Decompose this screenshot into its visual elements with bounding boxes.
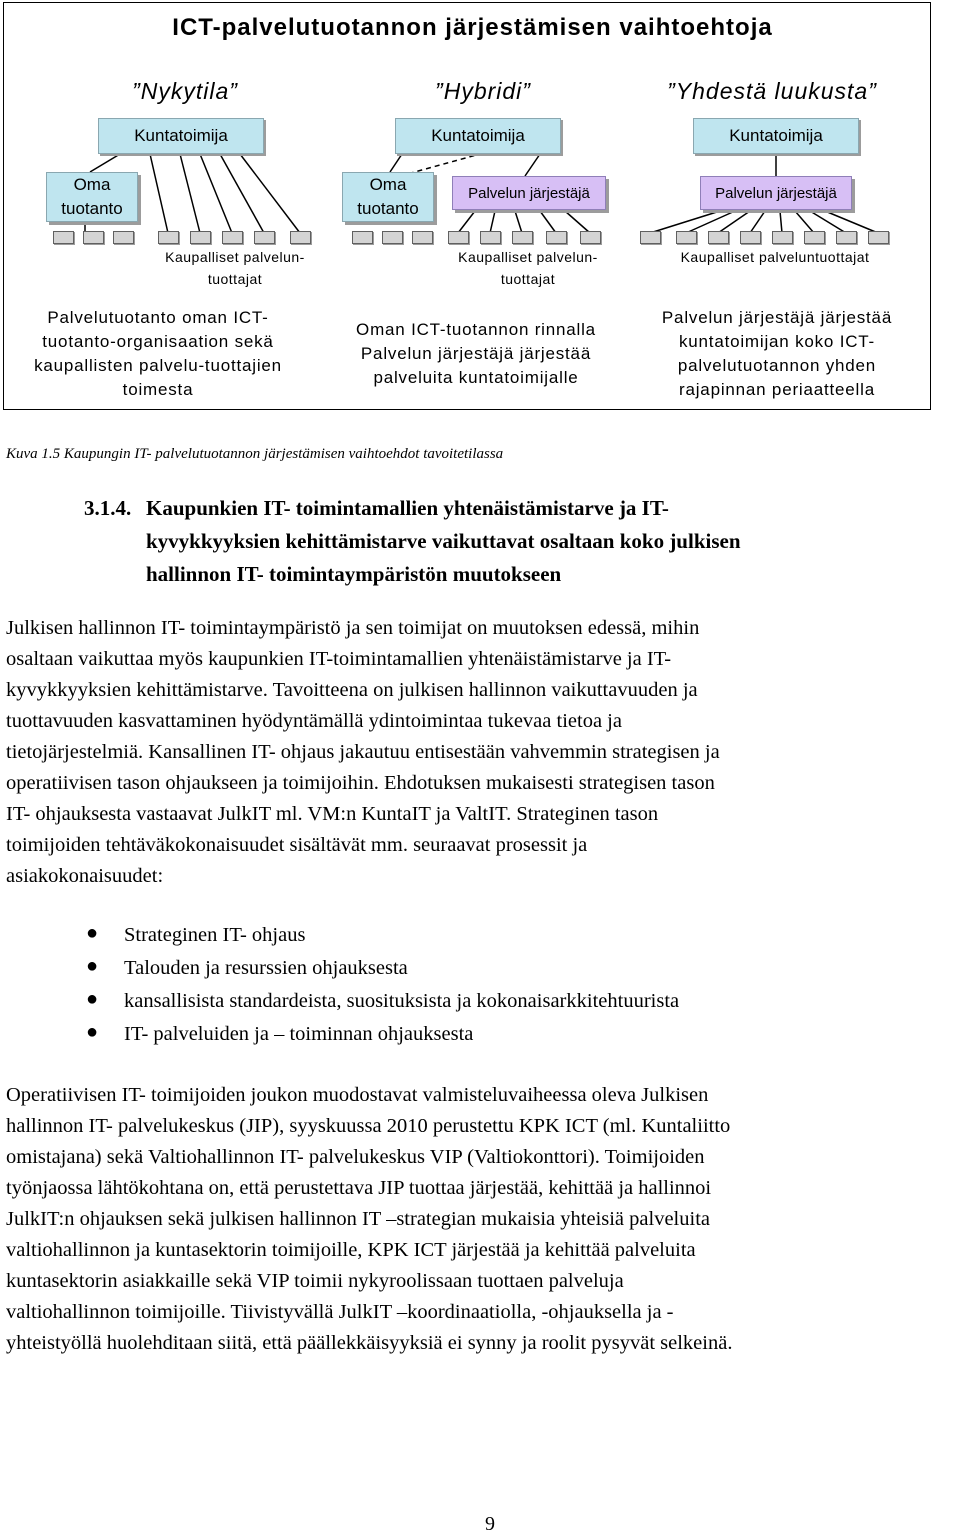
provider-square bbox=[546, 231, 567, 244]
provider-square bbox=[836, 231, 857, 244]
kuntatoimija-box-3: Kuntatoimija bbox=[693, 118, 859, 154]
text-line: IT- ohjauksesta vastaavat JulkIT ml. VM:n KuntaIT ja ValtIT. Strateginen tason bbox=[6, 803, 659, 825]
text-line: tuottavuuden kasvattaminen hyödyntämällä ydintoimintaa tukevaa tietoa ja bbox=[6, 710, 622, 732]
provider-square bbox=[222, 231, 243, 244]
bullet-text: kansallisista standardeista, suosituksista ja kokonaisarkkitehtuurista bbox=[124, 990, 680, 1012]
provider-square bbox=[53, 231, 74, 244]
bullet-icon: ● bbox=[86, 1021, 99, 1043]
text-line: osaltaan vaikuttaa myös kaupunkien IT-toimintamallien yhtenäistämistarve ja IT- bbox=[6, 648, 672, 670]
text-line: JulkIT:n ohjauksen sekä julkisen hallinnon IT –strategian mukaisia yhteisiä palveluita bbox=[6, 1208, 710, 1230]
provider-square bbox=[580, 231, 601, 244]
text-line: valtiohallinnon ja kuntasektorin toimijoille, KPK ICT järjestää ja kehittää palveluita bbox=[6, 1239, 696, 1261]
paragraph-1 bbox=[6, 613, 960, 892]
provider-square bbox=[113, 231, 134, 244]
provider-square bbox=[676, 231, 697, 244]
provider-square bbox=[158, 231, 179, 244]
section-title-line: kyvykkyyksien kehittämistarve vaikuttavat osaltaan koko julkisen bbox=[146, 529, 741, 553]
oma-tuotanto-box-2: Oma tuotanto bbox=[342, 172, 434, 222]
provider-square bbox=[868, 231, 889, 244]
bullet-text: Talouden ja resurssien ohjauksesta bbox=[124, 957, 408, 979]
provider-square bbox=[382, 231, 403, 244]
description-1: Palvelutuotanto oman ICT-tuotanto-organisaation sekä kaupallisten palvelu-tuottajien toimesta bbox=[34, 308, 282, 399]
provider-square bbox=[290, 231, 311, 244]
provider-square bbox=[352, 231, 373, 244]
providers-label-3: Kaupalliset palveluntuottajat bbox=[680, 249, 870, 265]
bullet-icon: ● bbox=[86, 955, 99, 977]
bullet-text: Strateginen IT- ohjaus bbox=[124, 924, 306, 946]
text-line: hallinnon IT- palvelukeskus (JIP), syyskuussa 2010 perustettu KPK ICT (ml. Kuntaliitto bbox=[6, 1115, 731, 1137]
text-line: kyvykkyyksien kehittämistarve. Tavoitteena on julkisen hallinnon vaikuttavuuden ja bbox=[6, 679, 698, 701]
column-title-hybridi: ”Hybridi” bbox=[435, 78, 531, 104]
text-line: Julkisen hallinnon IT- toimintaympäristö ja sen toimijat on muutoksen edessä, mihin bbox=[6, 617, 700, 639]
text-line: yhteistyöllä huolehditaan siitä, että päällekkäisyyksiä ei synny ja roolit pysyvät selkeinä. bbox=[6, 1332, 733, 1354]
text-line: työnjaossa lähtökohtana on, että perustettava JIP tuottaa järjestää, kehittää ja hallinnoi bbox=[6, 1177, 712, 1199]
provider-square bbox=[640, 231, 661, 244]
provider-square bbox=[190, 231, 211, 244]
text-line: omistajana) sekä Valtiohallinnon IT- palvelukeskus VIP (Valtiokonttori). Toimijoiden bbox=[6, 1146, 705, 1168]
description-2: Oman ICT-tuotannon rinnalla Palvelun järjestäjä järjestää palveluita kuntatoimijalle bbox=[356, 320, 596, 387]
provider-square bbox=[772, 231, 793, 244]
kuntatoimija-box-2: Kuntatoimija bbox=[395, 118, 561, 154]
text-line: toimijoiden tehtäväkokonaisuudet sisältävät mm. seuraavat prosessit ja bbox=[6, 834, 588, 856]
figure-title: ICT-palvelutuotannon järjestämisen vaihtoehtoja bbox=[172, 14, 773, 41]
oma-tuotanto-box-1: Oma tuotanto bbox=[46, 172, 138, 222]
text-line: Operatiivisen IT- toimijoiden joukon muodostavat valmisteluvaiheessa oleva Julkisen bbox=[6, 1084, 709, 1106]
text-line: tietojärjestelmiä. Kansallinen IT- ohjaus jakautuu entisestään vahvemmin strategisen ja bbox=[6, 741, 720, 763]
bullet-icon: ● bbox=[86, 922, 99, 944]
provider-square bbox=[412, 231, 433, 244]
kuntatoimija-box-1: Kuntatoimija bbox=[98, 118, 264, 154]
provider-square bbox=[83, 231, 104, 244]
column-title-nykytila: ”Nykytila” bbox=[132, 78, 238, 104]
paragraph-2 bbox=[6, 1080, 960, 1359]
bullet-text: IT- palveluiden ja – toiminnan ohjauksesta bbox=[124, 1023, 474, 1045]
text-line: valtiohallinnon toimijoille. Tiivistyvällä JulkIT –koordinaatiolla, -ohjauksella ja - bbox=[6, 1301, 674, 1323]
palvelun-jarjestaja-box-2: Palvelun järjestäjä bbox=[452, 176, 606, 210]
provider-square bbox=[480, 231, 501, 244]
provider-square bbox=[254, 231, 275, 244]
column-title-yhdesta-luukusta: ”Yhdestä luukusta” bbox=[667, 78, 877, 104]
providers-label-1: Kaupalliset palvelun-tuottajat bbox=[165, 249, 305, 287]
provider-square bbox=[708, 231, 729, 244]
palvelun-jarjestaja-box-3: Palvelun järjestäjä bbox=[700, 176, 852, 210]
provider-square bbox=[448, 231, 469, 244]
text-line: asiakokonaisuudet: bbox=[6, 865, 164, 887]
section-number: 3.1.4. bbox=[84, 496, 132, 520]
provider-square bbox=[804, 231, 825, 244]
provider-square bbox=[512, 231, 533, 244]
text-line: kuntasektorin asiakkaille sekä VIP toimii nykyroolissaan tuottaen palveluja bbox=[6, 1270, 624, 1292]
provider-square bbox=[740, 231, 761, 244]
text-line: operatiivisen tason ohjaukseen ja toimijoihin. Ehdotuksen mukaisesti strategisen tason bbox=[6, 772, 715, 794]
figure-caption: Kuva 1.5 Kaupungin IT- palvelutuotannon järjestämisen vaihtoehdot tavoitetilassa bbox=[6, 446, 504, 462]
page-number: 9 bbox=[485, 1513, 495, 1535]
description-3: Palvelun järjestäjä järjestää kuntatoimijan koko ICT-palvelutuotannon yhden rajapinnan periaatteella bbox=[661, 308, 893, 399]
section-title-line: Kaupunkien IT- toimintamallien yhtenäistämistarve ja IT- bbox=[146, 496, 669, 520]
bullet-icon: ● bbox=[86, 988, 99, 1010]
providers-label-2: Kaupalliset palvelun-tuottajat bbox=[458, 249, 598, 287]
section-title-line: hallinnon IT- toimintaympäristön muutokseen bbox=[146, 562, 562, 586]
